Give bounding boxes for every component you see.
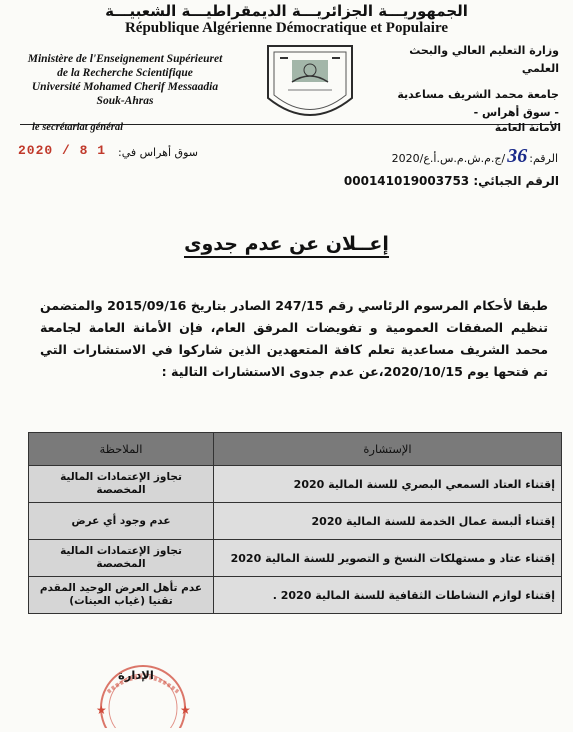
official-stamp	[88, 648, 198, 728]
consultation-cell: إقتناء لوازم النشاطات الثقافية للسنة المالية 2020 .	[214, 577, 562, 614]
header-note: الملاحظة	[29, 433, 214, 466]
announcement-body: طبقا لأحكام المرسوم الرئاسي رقم 247/15 الصادر بتاريخ 2015/09/16 والمتضمن تنظيم الصفقات العمومية و تفويضات المرفق العام، فإن الأمانة العامة لجامعة محمد الشريف مساعدية تعلم كافة المتعهدين الذين شاركوا في الاستشارات التي تم فتحها يوم 2020/10/15،عن عدم جدوى الاستشارات التالية :	[40, 298, 548, 379]
consultation-cell: إقتناء عتاد و مستهلكات النسخ و التصوير للسنة المالية 2020	[214, 540, 562, 577]
university-logo	[262, 40, 358, 128]
table-row	[29, 577, 562, 614]
fiscal-number-row	[344, 174, 559, 188]
table-row	[29, 540, 562, 577]
republic-name-arabic: الجمهوريـــة الجزائريـــة الديمقراطيـــة الشعبيـــة	[105, 2, 468, 20]
ministry-block-french	[20, 52, 230, 108]
date-stamp: 2020 / 8 1	[18, 143, 107, 158]
ministry-line-1: Ministère de l'Enseignement Supérieuret	[27, 53, 223, 65]
secretariat-label: le secrétariat général	[32, 122, 123, 133]
university-name: Université Mohamed Cherif Messaadia	[31, 81, 219, 93]
reference-number-row	[392, 145, 558, 168]
note-cell: تجاوز الإعتمادات المالية المخصصة	[29, 540, 214, 577]
stamp-seal-icon	[88, 648, 198, 728]
date-label: سوق أهراس في:	[118, 146, 198, 159]
title-text: إعــلان عن عدم جدوى	[184, 233, 389, 258]
fiscal-value: 000141019003753	[343, 174, 470, 188]
note-cell: تجاوز الإعتمادات المالية المخصصة	[29, 466, 214, 503]
table-header-row	[29, 433, 562, 466]
svg-text:★: ★	[180, 703, 191, 717]
republic-name-french: République Algérienne Démocratique et Populaire	[124, 20, 449, 36]
reference-number: 36	[507, 145, 528, 167]
svg-text:★: ★	[96, 703, 107, 717]
general-secretariat-arabic: الأمانة العامة	[494, 122, 561, 134]
consultation-cell: إقتناء ألبسة عمال الخدمة للسنة المالية 2020	[214, 503, 562, 540]
note-cell: عدم وجود أي عرض	[29, 503, 214, 540]
consultation-cell: إقتناء العتاد السمعي البصري للسنة المالية 2020	[214, 466, 562, 503]
administration-signature: الإدارة	[118, 668, 154, 682]
city-name-arabic: - سوق أهراس -	[473, 106, 559, 119]
header-consultation: الإستشارة	[214, 433, 562, 466]
table-row	[29, 466, 562, 503]
reference-suffix: /ج.م.ش.م.س.أ.ع/2020	[391, 152, 506, 165]
table-row	[29, 503, 562, 540]
ministry-block-arabic	[389, 42, 559, 122]
university-name-arabic: جامعة محمد الشريف مساعدية	[397, 88, 559, 101]
city-name: Souk-Ahras	[96, 95, 154, 107]
fiscal-label: الرقم الجبائي:	[473, 174, 559, 188]
ministry-line-2: de la Recherche Scientifique	[57, 67, 193, 79]
reference-label: الرقم:	[529, 152, 558, 165]
announcement-title	[0, 233, 573, 255]
note-cell: عدم تأهل العرض الوحيد المقدم تقنيا (غياب العينات)	[29, 577, 214, 614]
consultations-table	[28, 432, 562, 614]
ministry-line-arabic: وزارة التعليم العالي والبحث العلمي	[409, 44, 559, 75]
logo-emblem-icon	[262, 40, 358, 128]
